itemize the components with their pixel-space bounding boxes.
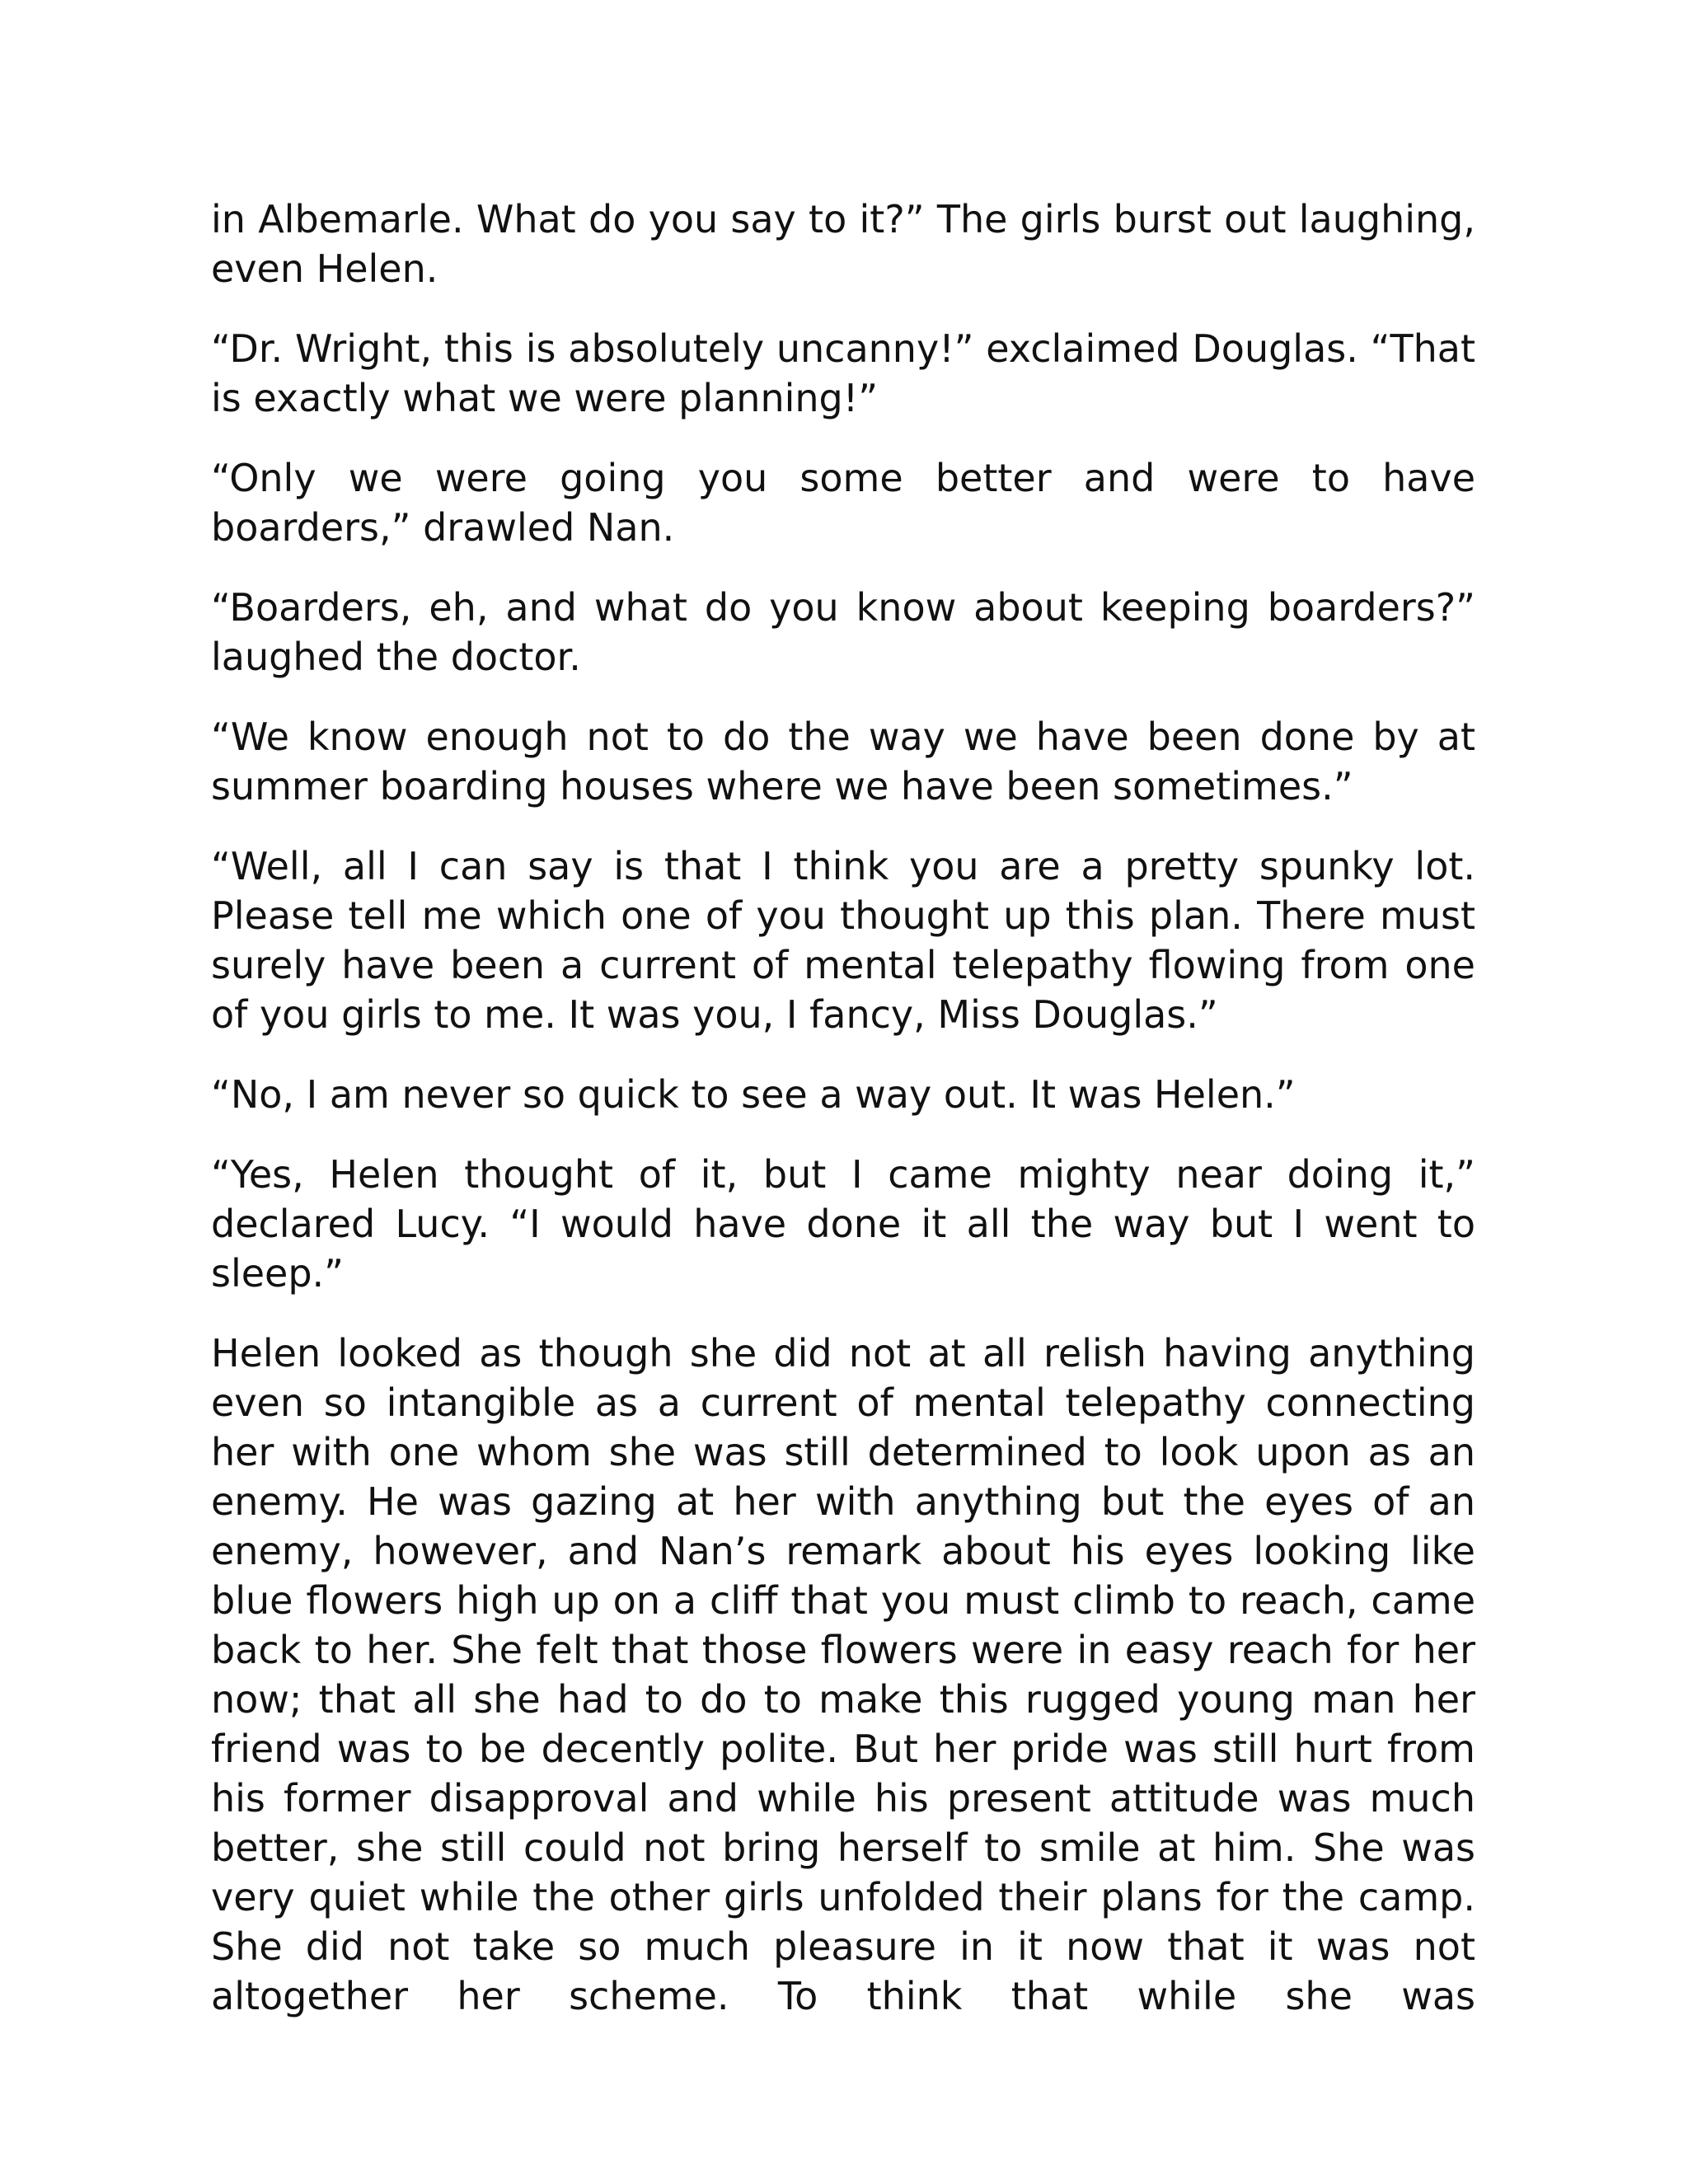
paragraph-6: “Well, all I can say is that I think you are a pretty spunky lot. Please tell me which one of you thought up this plan. There must surely have been a current of mental telepathy flowing from one of you girls to me. It was you, I fancy, Miss Douglas.” [211,844,1475,1037]
paragraph-5: “We know enough not to do the way we have been done by at summer boarding houses where we have been sometimes.” [211,715,1475,808]
page-body-text [211,194,1475,2021]
paragraph-9: Helen looked as though she did not at all relish having anything even so intangible as a current of mental telepathy connecting her with one whom she was still determined to look upon as an enemy. He was gazing at her with anything but the eyes of an enemy, however, and Nan’s remark about his eyes looking like blue flowers high up on a cliff that you must climb to reach, came back to her. She felt that those flowers were in easy reach for her now; that all she had to do to make this rugged young man her friend was to be decently polite. But her pride was still hurt from his former disapproval and while his present attitude was much better, she still could not bring herself to smile at him. She was very quiet while the other girls unfolded their plans for the camp. She did not take so much pleasure in it now that it was not altogether her scheme. To think that while she was [211,1331,1475,2018]
paragraph-4: “Boarders, eh, and what do you know about keeping boarders?” laughed the doctor. [211,585,1475,679]
paragraph-1: in Albemarle. What do you say to it?” The girls burst out laughing, even Helen. [211,197,1475,291]
paragraph-7: “No, I am never so quick to see a way out. It was Helen.” [211,1072,1296,1117]
paragraph-8: “Yes, Helen thought of it, but I came mighty near doing it,” declared Lucy. “I would have done it all the way but I went to sleep.” [211,1152,1475,1296]
paragraph-3: “Only we were going you some better and were to have boarders,” drawled Nan. [211,456,1475,550]
paragraph-2: “Dr. Wright, this is absolutely uncanny!” exclaimed Douglas. “That is exactly what we were planning!” [211,326,1475,420]
